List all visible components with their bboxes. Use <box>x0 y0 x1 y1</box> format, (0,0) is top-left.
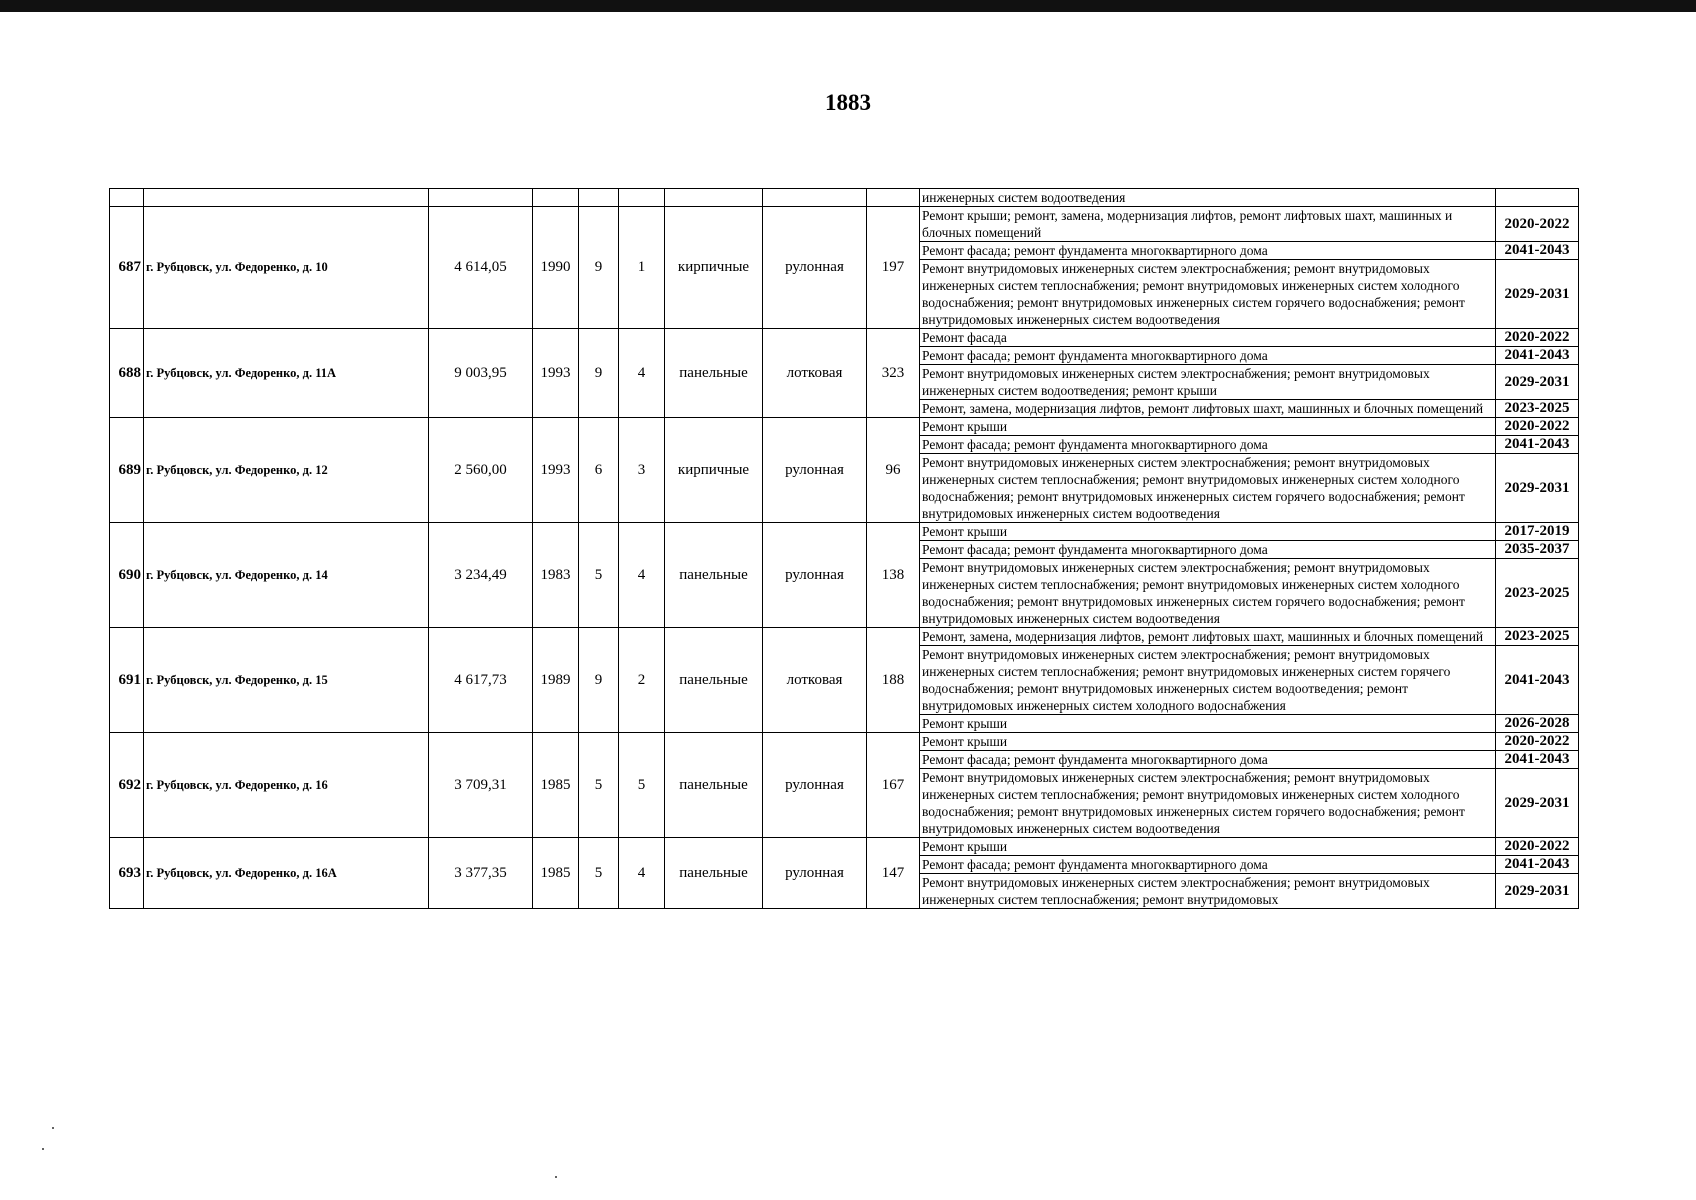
entrances-count: 4 <box>619 523 665 628</box>
roof-type: рулонная <box>763 418 867 523</box>
repair-period: 2023-2025 <box>1496 559 1579 628</box>
repair-period: 2029-2031 <box>1496 454 1579 523</box>
floors-count: 9 <box>579 207 619 329</box>
table-row <box>110 628 1579 646</box>
entrances-count: 5 <box>619 733 665 838</box>
floors-count: 5 <box>579 523 619 628</box>
repair-work: Ремонт фасада; ремонт фундамента многоквартирного дома <box>920 242 1496 260</box>
entrances-count: 1 <box>619 207 665 329</box>
table-row <box>110 733 1579 751</box>
scan-speck <box>52 1127 54 1129</box>
repair-work: Ремонт фасада <box>920 329 1496 347</box>
build-year: 1993 <box>533 418 579 523</box>
repair-work: Ремонт внутридомовых инженерных систем электроснабжения; ремонт внутридомовых инженерных систем теплоснабжения; ремонт внутридомовых инженерных систем холодного водоснабжения; ремонт внутридомовых инженерных систем горячего водоснабжения; ремонт внутридомовых инженерных систем водоотведения <box>920 769 1496 838</box>
repair-period: 2029-2031 <box>1496 365 1579 400</box>
row-number: 690 <box>110 523 144 628</box>
repair-period: 2041-2043 <box>1496 646 1579 715</box>
repair-work: Ремонт фасада; ремонт фундамента многоквартирного дома <box>920 856 1496 874</box>
table-row <box>110 207 1579 242</box>
residents-count: 96 <box>867 418 920 523</box>
repair-period: 2017-2019 <box>1496 523 1579 541</box>
repair-work: Ремонт фасада; ремонт фундамента многоквартирного дома <box>920 347 1496 365</box>
table-row <box>110 329 1579 347</box>
continuation-cell-roof <box>763 189 867 207</box>
repair-period: 2020-2022 <box>1496 418 1579 436</box>
repair-work: Ремонт внутридомовых инженерных систем электроснабжения; ремонт внутридомовых инженерных систем теплоснабжения; ремонт внутридомовых инженерных систем холодного водоснабжения; ремонт внутридомовых инженерных систем горячего водоснабжения; ремонт внутридомовых инженерных систем водоотведения <box>920 260 1496 329</box>
address: г. Рубцовск, ул. Федоренко, д. 11А <box>144 329 429 418</box>
page-number: 1883 <box>825 90 871 115</box>
repair-period: 2026-2028 <box>1496 715 1579 733</box>
entrances-count: 4 <box>619 329 665 418</box>
roof-type: лотковая <box>763 628 867 733</box>
wall-material: панельные <box>665 329 763 418</box>
repair-work: Ремонт фасада; ремонт фундамента многоквартирного дома <box>920 751 1496 769</box>
roof-type: рулонная <box>763 733 867 838</box>
residents-count: 197 <box>867 207 920 329</box>
repair-period: 2020-2022 <box>1496 733 1579 751</box>
continuation-cell-residents <box>867 189 920 207</box>
scan-speck <box>42 1148 44 1150</box>
residents-count: 188 <box>867 628 920 733</box>
table-row <box>110 523 1579 541</box>
address: г. Рубцовск, ул. Федоренко, д. 12 <box>144 418 429 523</box>
continuation-row <box>110 189 1579 207</box>
build-year: 1985 <box>533 838 579 909</box>
table-row <box>110 418 1579 436</box>
repair-period: 2041-2043 <box>1496 242 1579 260</box>
total-area: 4 617,73 <box>429 628 533 733</box>
repair-period: 2023-2025 <box>1496 628 1579 646</box>
repair-period: 2029-2031 <box>1496 769 1579 838</box>
capital-repair-table <box>109 188 1579 909</box>
repair-work: Ремонт внутридомовых инженерных систем электроснабжения; ремонт внутридомовых инженерных систем водоотведения; ремонт крыши <box>920 365 1496 400</box>
address: г. Рубцовск, ул. Федоренко, д. 15 <box>144 628 429 733</box>
repair-period: 2035-2037 <box>1496 541 1579 559</box>
continuation-cell-walls <box>665 189 763 207</box>
total-area: 3 234,49 <box>429 523 533 628</box>
residents-count: 147 <box>867 838 920 909</box>
total-area: 9 003,95 <box>429 329 533 418</box>
repair-work: Ремонт внутридомовых инженерных систем электроснабжения; ремонт внутридомовых инженерных систем теплоснабжения; ремонт внутридомовых инженерных систем холодного водоснабжения; ремонт внутридомовых инженерных систем горячего водоснабжения; ремонт внутридомовых инженерных систем водоотведения <box>920 559 1496 628</box>
repair-work: Ремонт внутридомовых инженерных систем электроснабжения; ремонт внутридомовых инженерных систем теплоснабжения; ремонт внутридомовых инженерных систем горячего водоснабжения; ремонт внутридомовых инженерных систем водоотведения; ремонт внутридомовых инженерных систем холодного водоснабжения <box>920 646 1496 715</box>
continuation-cell-floors <box>579 189 619 207</box>
row-number: 687 <box>110 207 144 329</box>
entrances-count: 3 <box>619 418 665 523</box>
build-year: 1993 <box>533 329 579 418</box>
repair-period: 2020-2022 <box>1496 329 1579 347</box>
repair-work: Ремонт внутридомовых инженерных систем электроснабжения; ремонт внутридомовых инженерных систем теплоснабжения; ремонт внутридомовых <box>920 874 1496 909</box>
wall-material: панельные <box>665 733 763 838</box>
address: г. Рубцовск, ул. Федоренко, д. 10 <box>144 207 429 329</box>
repair-work: Ремонт крыши <box>920 733 1496 751</box>
continuation-period <box>1496 189 1579 207</box>
total-area: 3 709,31 <box>429 733 533 838</box>
wall-material: панельные <box>665 838 763 909</box>
wall-material: панельные <box>665 628 763 733</box>
wall-material: кирпичные <box>665 418 763 523</box>
build-year: 1989 <box>533 628 579 733</box>
repair-period: 2041-2043 <box>1496 751 1579 769</box>
repair-work: Ремонт крыши; ремонт, замена, модернизация лифтов, ремонт лифтовых шахт, машинных и блочных помещений <box>920 207 1496 242</box>
build-year: 1990 <box>533 207 579 329</box>
repair-period: 2029-2031 <box>1496 260 1579 329</box>
floors-count: 9 <box>579 628 619 733</box>
floors-count: 9 <box>579 329 619 418</box>
wall-material: кирпичные <box>665 207 763 329</box>
continuation-cell-entrances <box>619 189 665 207</box>
row-number: 689 <box>110 418 144 523</box>
total-area: 3 377,35 <box>429 838 533 909</box>
repair-work: Ремонт крыши <box>920 715 1496 733</box>
repair-period: 2041-2043 <box>1496 436 1579 454</box>
repair-period: 2020-2022 <box>1496 207 1579 242</box>
continuation-work: инженерных систем водоотведения <box>920 189 1496 207</box>
residents-count: 167 <box>867 733 920 838</box>
roof-type: рулонная <box>763 523 867 628</box>
address: г. Рубцовск, ул. Федоренко, д. 16А <box>144 838 429 909</box>
row-number: 693 <box>110 838 144 909</box>
repair-period: 2041-2043 <box>1496 856 1579 874</box>
repair-period: 2023-2025 <box>1496 400 1579 418</box>
repair-work: Ремонт фасада; ремонт фундамента многоквартирного дома <box>920 436 1496 454</box>
address: г. Рубцовск, ул. Федоренко, д. 14 <box>144 523 429 628</box>
repair-work: Ремонт, замена, модернизация лифтов, ремонт лифтовых шахт, машинных и блочных помещений <box>920 400 1496 418</box>
floors-count: 6 <box>579 418 619 523</box>
build-year: 1983 <box>533 523 579 628</box>
scan-top-border <box>0 0 1696 12</box>
repair-work: Ремонт крыши <box>920 838 1496 856</box>
continuation-cell-year <box>533 189 579 207</box>
table-row <box>110 838 1579 856</box>
row-number: 692 <box>110 733 144 838</box>
residents-count: 323 <box>867 329 920 418</box>
roof-type: рулонная <box>763 838 867 909</box>
repair-period: 2041-2043 <box>1496 347 1579 365</box>
total-area: 4 614,05 <box>429 207 533 329</box>
continuation-cell-address <box>144 189 429 207</box>
repair-work: Ремонт внутридомовых инженерных систем электроснабжения; ремонт внутридомовых инженерных систем теплоснабжения; ремонт внутридомовых инженерных систем холодного водоснабжения; ремонт внутридомовых инженерных систем горячего водоснабжения; ремонт внутридомовых инженерных систем водоотведения <box>920 454 1496 523</box>
scan-speck <box>555 1176 557 1178</box>
repair-period: 2020-2022 <box>1496 838 1579 856</box>
wall-material: панельные <box>665 523 763 628</box>
residents-count: 138 <box>867 523 920 628</box>
row-number: 691 <box>110 628 144 733</box>
continuation-cell-num <box>110 189 144 207</box>
total-area: 2 560,00 <box>429 418 533 523</box>
repair-work: Ремонт фасада; ремонт фундамента многоквартирного дома <box>920 541 1496 559</box>
floors-count: 5 <box>579 838 619 909</box>
continuation-cell-area <box>429 189 533 207</box>
table-body <box>110 189 1579 909</box>
repair-period: 2029-2031 <box>1496 874 1579 909</box>
repair-work: Ремонт крыши <box>920 523 1496 541</box>
repair-work: Ремонт крыши <box>920 418 1496 436</box>
build-year: 1985 <box>533 733 579 838</box>
address: г. Рубцовск, ул. Федоренко, д. 16 <box>144 733 429 838</box>
row-number: 688 <box>110 329 144 418</box>
roof-type: рулонная <box>763 207 867 329</box>
roof-type: лотковая <box>763 329 867 418</box>
floors-count: 5 <box>579 733 619 838</box>
repair-work: Ремонт, замена, модернизация лифтов, ремонт лифтовых шахт, машинных и блочных помещений <box>920 628 1496 646</box>
entrances-count: 2 <box>619 628 665 733</box>
entrances-count: 4 <box>619 838 665 909</box>
